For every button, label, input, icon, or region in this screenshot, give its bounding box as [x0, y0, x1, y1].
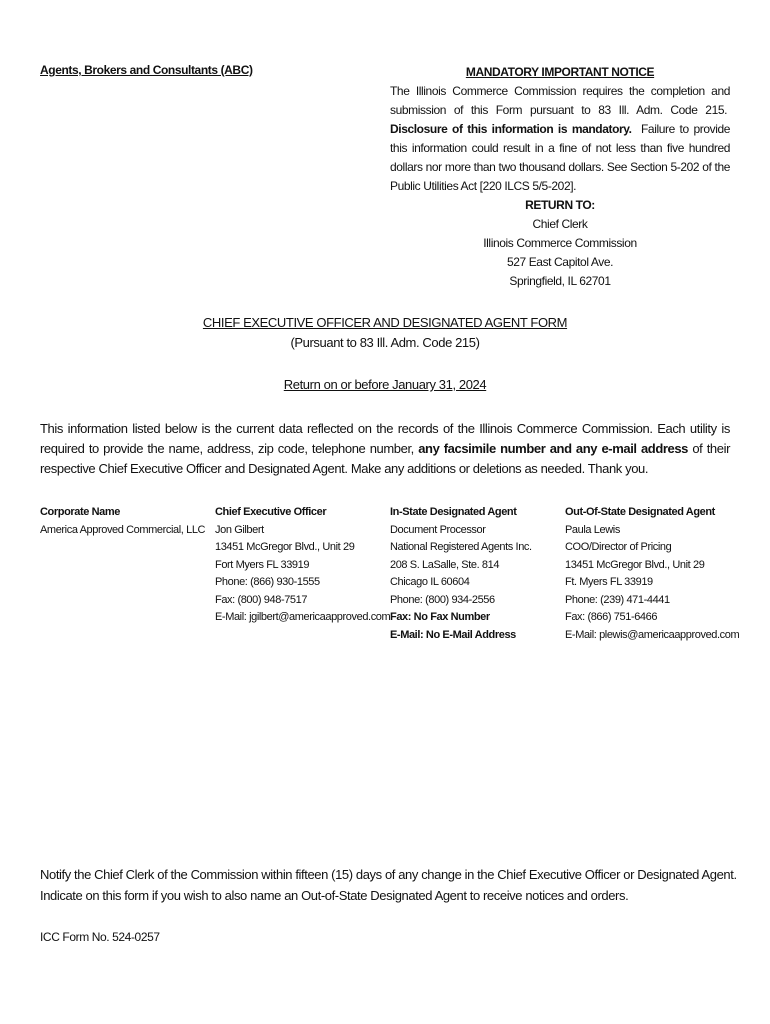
column-line: Phone: (866) 930-1555	[215, 576, 320, 588]
column-line: Paula Lewis	[565, 523, 620, 536]
column-line: Document Processor	[390, 523, 486, 536]
column-line: Ft. Myers FL 33919	[565, 576, 653, 588]
column-heading: Out-Of-State Designated Agent	[565, 506, 715, 518]
notice-heading: MANDATORY IMPORTANT NOTICE	[465, 65, 655, 79]
column-line: Jon Gilbert	[215, 523, 264, 536]
intro-paragraph	[40, 419, 730, 479]
column-line: 13451 McGregor Blvd., Unit 29	[215, 541, 355, 553]
column-heading: In-State Designated Agent	[390, 506, 517, 518]
intro-text-2: of their respective Chief Executive Officer and Designated Agent. Make any additions or deletions as needed. Thank you.	[40, 441, 730, 476]
notice-text-bold: Disclosure of this information is mandatory.	[390, 122, 632, 136]
form-subtitle: (Pursuant to 83 Ill. Adm. Code 215)	[290, 335, 480, 350]
column-heading: Chief Executive Officer	[215, 506, 327, 518]
column-line: Chicago IL 60604	[390, 576, 470, 588]
column-line: Fax: (800) 948-7517	[215, 593, 308, 606]
corporate-name-column	[40, 504, 212, 539]
footer-note: Indicate on this form if you wish to also name an Out-of-State Designated Agent to receive notices and orders.	[40, 888, 629, 903]
return-by-date: Return on or before January 31, 2024	[283, 377, 487, 392]
return-to-heading: RETURN TO:	[525, 198, 595, 212]
form-title: CHIEF EXECUTIVE OFFICER AND DESIGNATED AGENT FORM	[202, 315, 568, 330]
column-line: E-Mail: jgilbert@americaapproved.com	[215, 611, 391, 623]
intro-text-1: This information listed below is the current data reflected on the records of the Illinois Commerce Commission. Each utility is required to provide the name, address, zip code, telephone number,	[40, 421, 730, 456]
column-line: COO/Director of Pricing	[565, 541, 672, 553]
column-line: 13451 McGregor Blvd., Unit 29	[565, 558, 705, 571]
footer-note: Notify the Chief Clerk of the Commission within fifteen (15) days of any change in the Chief Executive Officer or Designated Agent.	[40, 867, 737, 882]
column-line: Fax: (866) 751-6466	[565, 611, 658, 623]
notice-text-2: Failure to provide this information could result in a fine of not less than five hundred dollars nor more than two thousand dollars. See Section 5-202 of the Public Utilities Act [220 ILCS 5/5-202].	[390, 122, 731, 193]
return-to-address	[390, 196, 730, 291]
outstate-agent-column	[565, 504, 740, 644]
footer-notes	[40, 864, 740, 906]
column-line: America Approved Commercial, LLC	[40, 523, 206, 536]
instate-email: E-Mail: No E-Mail Address	[390, 628, 516, 641]
return-to-line: Chief Clerk	[532, 217, 588, 231]
column-heading: Corporate Name	[40, 506, 120, 518]
return-to-line: Illinois Commerce Commission	[483, 236, 637, 250]
abc-label: Agents, Brokers and Consultants (ABC)	[40, 63, 253, 77]
notice-body	[390, 82, 730, 196]
column-line: National Registered Agents Inc.	[390, 541, 532, 553]
form-title-block	[0, 313, 770, 353]
intro-text-bold: any facsimile number and any e-mail address	[418, 441, 689, 456]
column-line: E-Mail: plewis@americaapproved.com	[565, 628, 740, 641]
mandatory-notice	[390, 63, 730, 196]
notice-text-1: The Illinois Commerce Commission requires the completion and submission of this Form pursuant to 83 Ill. Adm. Code 215.	[390, 84, 730, 117]
return-to-line: 527 East Capitol Ave.	[506, 255, 614, 269]
instate-fax: Fax: No Fax Number	[390, 611, 490, 623]
column-line: 208 S. LaSalle, Ste. 814	[390, 558, 500, 571]
column-line: Fort Myers FL 33919	[215, 558, 310, 571]
column-line: Phone: (800) 934-2556	[390, 593, 495, 606]
instate-agent-column	[390, 504, 562, 644]
return-to-line: Springfield, IL 62701	[509, 274, 611, 288]
column-line: Phone: (239) 471-4441	[565, 593, 670, 606]
ceo-column	[215, 504, 391, 627]
form-number: ICC Form No. 524-0257	[40, 930, 160, 944]
